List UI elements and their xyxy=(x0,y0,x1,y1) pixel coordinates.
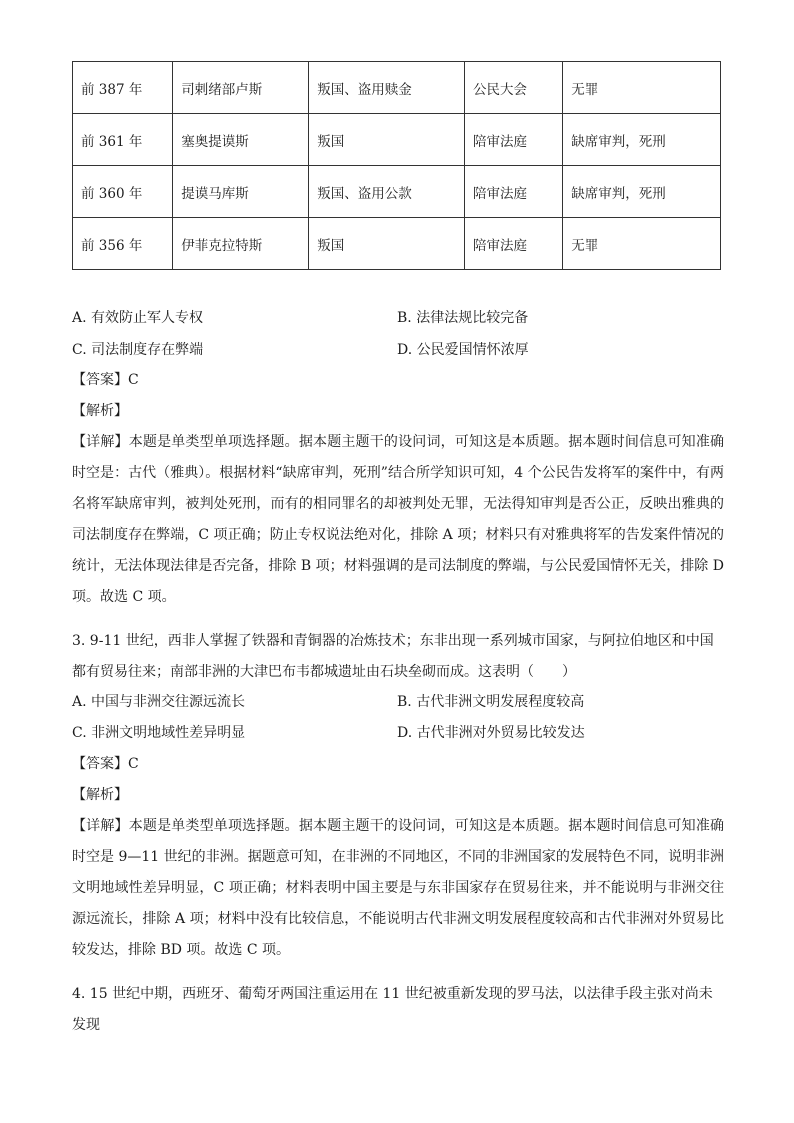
table-cell-verdict: 无罪 xyxy=(563,62,721,114)
q2-answer: 【答案】C xyxy=(72,372,139,388)
table-cell-verdict: 无罪 xyxy=(563,218,721,270)
q3-option-c[interactable]: C. 非洲文明地域性差异明显 xyxy=(72,725,246,741)
table-cell-year: 前 360 年 xyxy=(73,166,173,218)
table-row xyxy=(73,166,721,218)
q3-option-a[interactable]: A. 中国与非洲交往源远流长 xyxy=(72,694,246,710)
table-cell-general: 司剌绪部卢斯 xyxy=(173,62,309,114)
table-cell-general: 伊菲克拉特斯 xyxy=(173,218,309,270)
case-table-body xyxy=(73,62,721,270)
table-cell-court: 陪审法庭 xyxy=(465,166,563,218)
q2-detail: 【详解】本题是单类型单项选择题。据本题主题干的设问词，可知这是本质题。据本题时间信息可知准确时空是：古代（雅典）。根据材料“缺席审判，死刑”结合所学知识可知，4 个公民告发将军的案件中，有两名将军缺席审判，被判处死刑，而有的相同罪名的却被判处无罪，无法得知审判是否公正，反映出雅典的司法制度存在弊端，C 项正确；防止专权说法绝对化，排除 A 项；材料只有对雅典将军的告发案件情况的统计，无法体现法律是否完备，排除 B 项；材料强调的是司法制度的弊端，与公民爱国情怀无关，排除 D 项。故选 C 项。 xyxy=(72,434,724,605)
table-cell-court: 陪审法庭 xyxy=(465,114,563,166)
table-cell-court: 公民大会 xyxy=(465,62,563,114)
q2-option-a[interactable]: A. 有效防止军人专权 xyxy=(72,310,204,326)
table-cell-charge: 叛国 xyxy=(309,218,465,270)
table-cell-year: 前 361 年 xyxy=(73,114,173,166)
table-cell-year: 前 356 年 xyxy=(73,218,173,270)
q2-option-c[interactable]: C. 司法制度存在弊端 xyxy=(72,342,204,358)
table-cell-year: 前 387 年 xyxy=(73,62,173,114)
table-cell-charge: 叛国 xyxy=(309,114,465,166)
q3-stem: 3. 9-11 世纪，西非人掌握了铁器和青铜器的冶炼技术；东非出现一系列城市国家，与阿拉伯地区和中国都有贸易往来；南部非洲的大津巴布韦都城遗址由石块垒砌而成。这表明（ ） xyxy=(72,633,714,680)
table-cell-charge: 叛国、盗用公款 xyxy=(309,166,465,218)
q3-detail: 【详解】本题是单类型单项选择题。据本题主题干的设问词，可知这是本质题。据本题时间信息可知准确时空是 9—11 世纪的非洲。据题意可知，在非洲的不同地区，不同的非洲国家的发展特色不同，说明非洲文明地域性差异明显，C 项正确；材料表明中国主要是与东非国家存在贸易往来，并不能说明与非洲交往源远流长，排除 A 项；材料中没有比较信息，不能说明古代非洲文明发展程度较高和古代非洲对外贸易比较发达，排除 BD 项。故选 C 项。 xyxy=(72,818,724,958)
table-row xyxy=(73,62,721,114)
q4-stem: 4. 15 世纪中期，西班牙、葡萄牙两国注重运用在 11 世纪被重新发现的罗马法，以法律手段主张对尚未发现 xyxy=(72,986,713,1033)
q3-option-b[interactable]: B. 古代非洲文明发展程度较高 xyxy=(397,694,585,710)
table-cell-general: 塞奥提谟斯 xyxy=(173,114,309,166)
table-row xyxy=(73,218,721,270)
table-cell-charge: 叛国、盗用赎金 xyxy=(309,62,465,114)
table-cell-general: 提谟马库斯 xyxy=(173,166,309,218)
q3-analysis-label: 【解析】 xyxy=(72,787,128,803)
table-cell-court: 陪审法庭 xyxy=(465,218,563,270)
q3-option-d[interactable]: D. 古代非洲对外贸易比较发达 xyxy=(397,725,585,741)
q2-option-d[interactable]: D. 公民爱国情怀浓厚 xyxy=(397,342,529,358)
q2-option-b[interactable]: B. 法律法规比较完备 xyxy=(397,310,529,326)
q2-analysis-label: 【解析】 xyxy=(72,403,128,419)
table-cell-verdict: 缺席审判，死刑 xyxy=(563,166,721,218)
case-table xyxy=(72,61,721,270)
q3-answer: 【答案】C xyxy=(72,756,139,772)
table-cell-verdict: 缺席审判，死刑 xyxy=(563,114,721,166)
table-row xyxy=(73,114,721,166)
